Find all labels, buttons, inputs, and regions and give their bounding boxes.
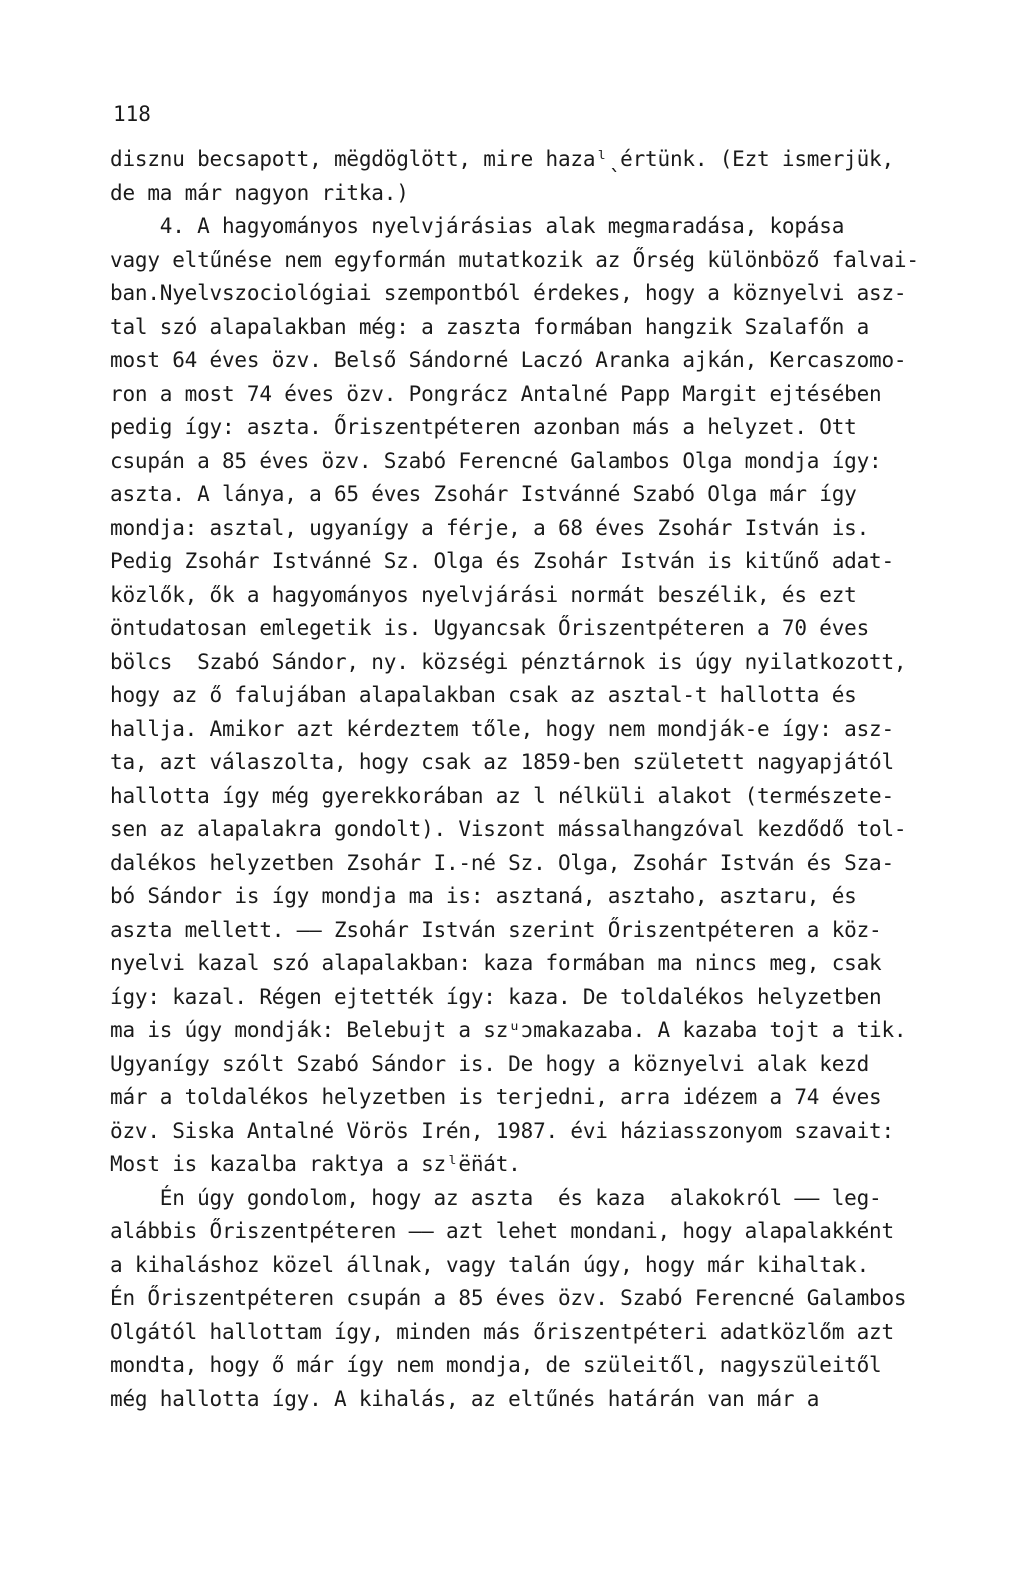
text-line: Most is kazalba raktya a szˡë̈nát. <box>110 1152 521 1176</box>
text-line: mondta, hogy ő már így nem mondja, de szüleitől, nagyszüleitől <box>110 1353 882 1377</box>
text-line: tal szó alapalakban még: a zaszta formában hangzik Szalafőn a <box>110 314 870 339</box>
text-line: disznu becsapott, mëgdöglött, mire hazaˡˎértünk. (Ezt ismerjük, <box>110 147 894 171</box>
text-line: így: kazal. Régen ejtették így: kaza. De toldalékos helyzetben <box>110 984 882 1009</box>
text-line: 4. A hagyományos nyelvjárásias alak megmaradása, kopása <box>110 214 845 238</box>
text-line: ma is úgy mondják: Belebujt a szᵘɔmakazaba. A kazaba tojt a tik. <box>110 1018 907 1042</box>
text-line: csupán a 85 éves özv. Szabó Ferencné Galambos Olga mondja így: <box>110 448 882 473</box>
text-line: özv. Siska Antalné Vörös Irén, 1987. évi háziasszonyom szavait: <box>110 1118 894 1143</box>
text-line: már a toldalékos helyzetben is terjedni, arra idézem a 74 éves <box>110 1085 882 1109</box>
text-line: dalékos helyzetben Zsohár I.-né Sz. Olga, Zsohár István és Sza- <box>110 850 894 875</box>
text-line: hallja. Amikor azt kérdeztem tőle, hogy nem mondják-e így: asz- <box>110 716 894 741</box>
text-line: hallotta így még gyerekkorában az l nélküli alakot (természete- <box>110 783 894 808</box>
text-line: most 64 éves özv. Belső Sándorné Laczó Aranka ajkán, Kercaszomo- <box>110 348 907 372</box>
text-line: vagy eltűnése nem egyformán mutatkozik az Őrség különböző falvai- <box>110 247 919 272</box>
text-line: de ma már nagyon ritka.) <box>110 180 409 205</box>
text-line: bölcs Szabó Sándor, ny. községi pénztárnok is úgy nyilatkozott, <box>110 649 907 674</box>
text-line: pedig így: aszta. Őriszentpéteren azonban más a helyzet. Ott <box>110 415 857 439</box>
text-line: hogy az ő falujában alapalakban csak az asztal-t hallotta és <box>110 683 857 707</box>
text-line: bó Sándor is így mondja ma is: asztaná, asztaho, asztaru, és <box>110 884 857 908</box>
text-line: alábbis Őriszentpéteren —— azt lehet mondani, hogy alapalakként <box>110 1219 894 1243</box>
text-line: mondja: asztal, ugyanígy a férje, a 68 éves Zsohár István is. <box>110 515 870 540</box>
text-line: közlők, ők a hagyományos nyelvjárási normát beszélik, és ezt <box>110 582 857 607</box>
text-line: nyelvi kazal szó alapalakban: kaza formában ma nincs meg, csak <box>110 951 882 975</box>
text-line: Ugyanígy szólt Szabó Sándor is. De hogy a köznyelvi alak kezd <box>110 1051 870 1076</box>
text-line: Pedig Zsohár Istvánné Sz. Olga és Zsohár István is kitűnő adat- <box>110 549 894 573</box>
text-line: sen az alapalakra gondolt). Viszont mássalhangzóval kezdődő tol- <box>110 817 907 841</box>
text-line: aszta mellett. —— Zsohár István szerint Őriszentpéteren a köz- <box>110 917 882 942</box>
text-line: a kihaláshoz közel állnak, vagy talán úgy, hogy már kihaltak. <box>110 1252 870 1277</box>
text-line: még hallotta így. A kihalás, az eltűnés határán van már a <box>110 1386 820 1411</box>
text-line: ban.Nyelvszociológiai szempontból érdekes, hogy a köznyelvi asz- <box>110 281 907 305</box>
text-line: Én Őriszentpéteren csupán a 85 éves özv. Szabó Ferencné Galambos <box>110 1286 907 1310</box>
page-number: 118 <box>113 102 151 126</box>
text-line: ron a most 74 éves özv. Pongrácz Antalné Papp Margit ejtésében <box>110 381 882 406</box>
text-line: öntudatosan emlegetik is. Ugyancsak Őriszentpéteren a 70 éves <box>110 616 870 640</box>
text-line: Én úgy gondolom, hogy az aszta és kaza alakokról —— leg- <box>110 1185 882 1210</box>
body-text <box>110 143 970 1416</box>
text-line: ta, azt válaszolta, hogy csak az 1859-ben született nagyapjától <box>110 750 894 774</box>
text-line: Olgától hallottam így, minden más őriszentpéteri adatközlőm azt <box>110 1319 894 1344</box>
text-line: aszta. A lánya, a 65 éves Zsohár Istvánné Szabó Olga már így <box>110 482 857 506</box>
